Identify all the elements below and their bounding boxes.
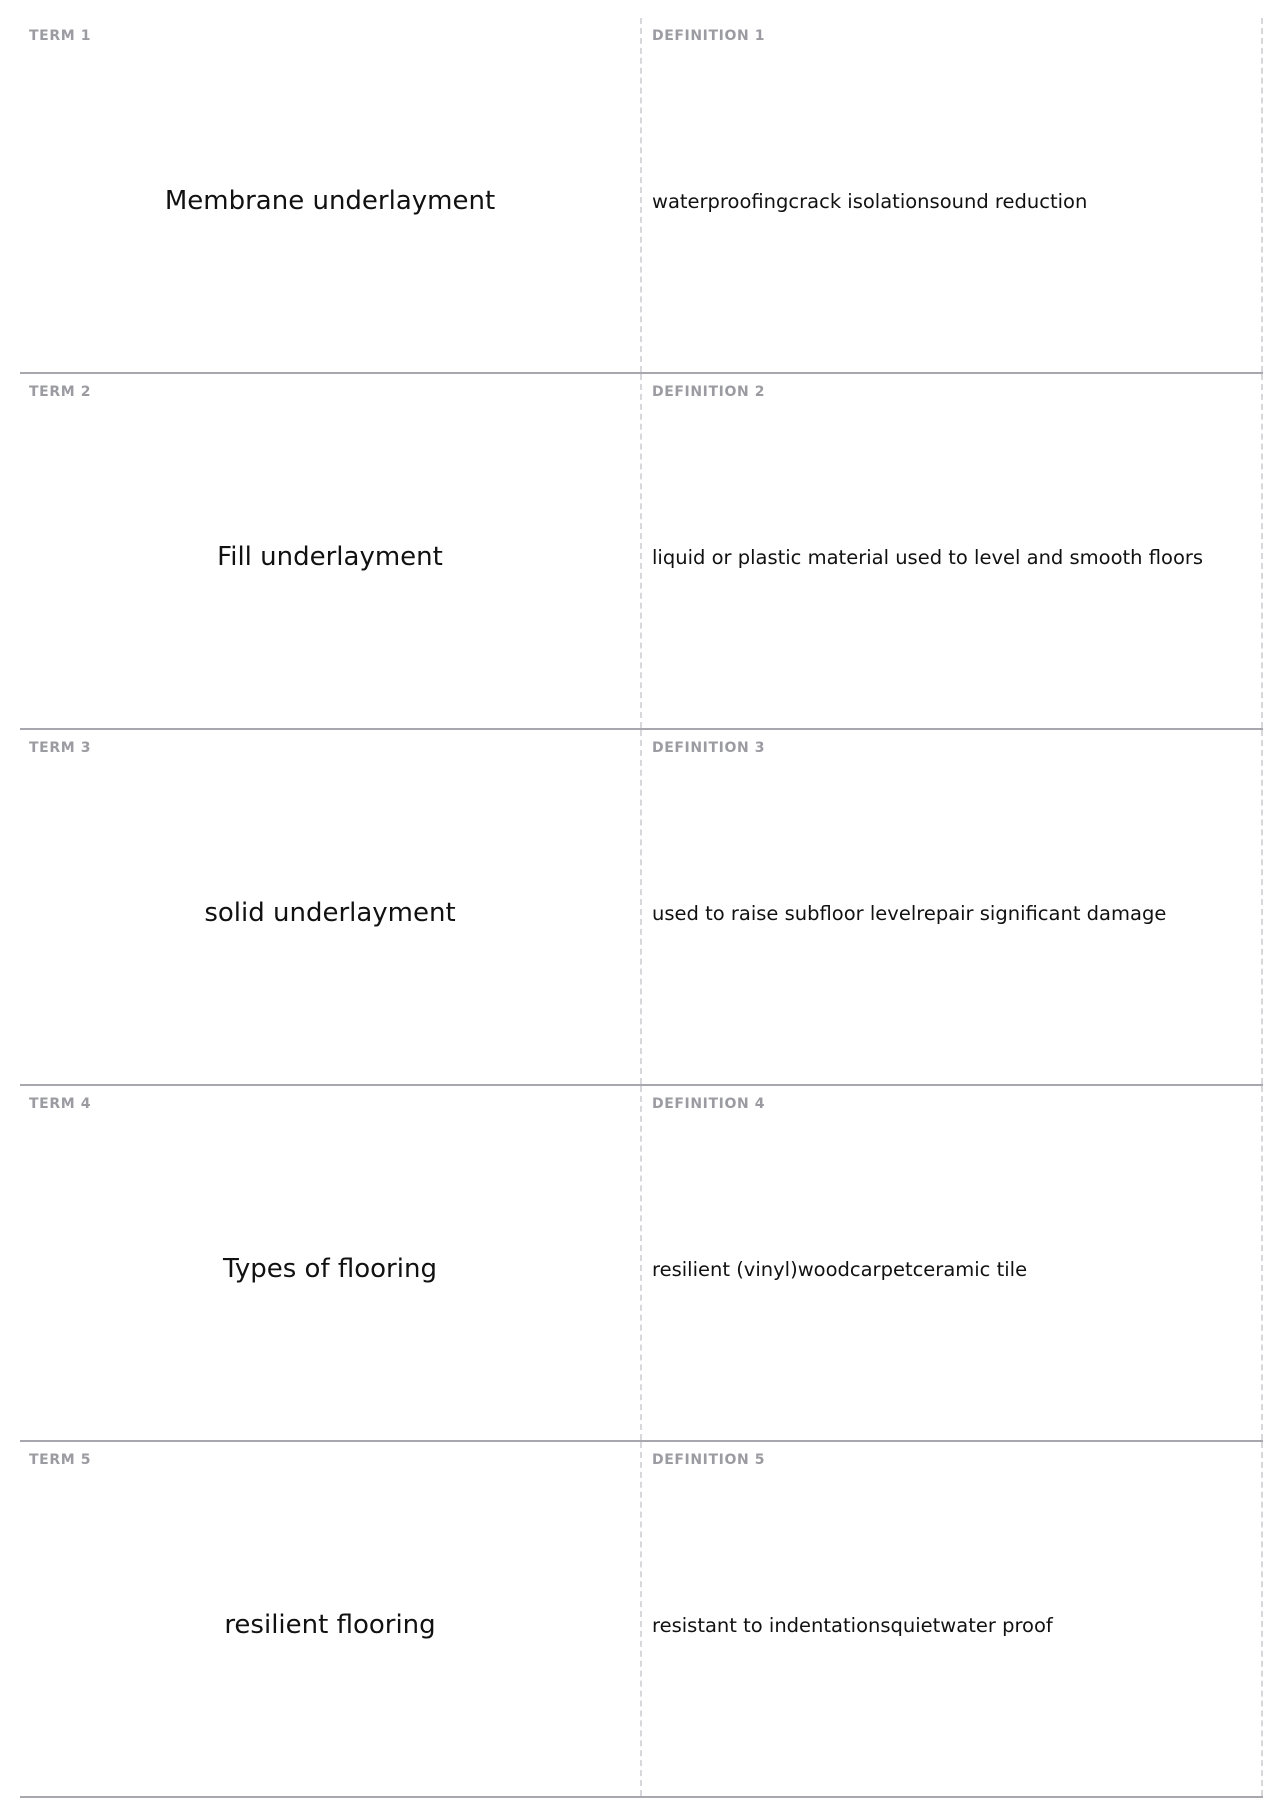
term-label: TERM 1 <box>29 28 92 44</box>
definition-text: used to raise subfloor levelrepair significant damage <box>652 901 1167 925</box>
flashcard-row-3 <box>20 730 1263 1086</box>
term-text: Fill underlayment <box>217 542 443 572</box>
definition-cell <box>642 18 1263 372</box>
term-text: resilient flooring <box>224 1610 436 1640</box>
term-text: solid underlayment <box>204 898 456 928</box>
flashcard-row-1 <box>20 18 1263 374</box>
term-cell <box>20 1086 642 1440</box>
definition-label: DEFINITION 2 <box>652 384 766 400</box>
definition-cell <box>642 1086 1263 1440</box>
definition-text: waterproofingcrack isolationsound reduction <box>652 189 1088 213</box>
term-label: TERM 5 <box>29 1452 92 1468</box>
definition-text: resistant to indentationsquietwater proof <box>652 1613 1053 1637</box>
term-label: TERM 4 <box>29 1096 92 1112</box>
term-cell <box>20 374 642 728</box>
definition-text: resilient (vinyl)woodcarpetceramic tile <box>652 1257 1028 1281</box>
term-label: TERM 3 <box>29 740 92 756</box>
definition-cell <box>642 374 1263 728</box>
definition-text: liquid or plastic material used to level and smooth floors <box>652 545 1204 569</box>
flashcard-row-5 <box>20 1442 1263 1798</box>
definition-label: DEFINITION 3 <box>652 740 766 756</box>
flashcard-row-2 <box>20 374 1263 730</box>
definition-cell <box>642 1442 1263 1796</box>
term-cell <box>20 730 642 1084</box>
term-text: Types of flooring <box>223 1254 437 1284</box>
term-cell <box>20 1442 642 1796</box>
term-text: Membrane underlayment <box>164 186 496 216</box>
definition-label: DEFINITION 1 <box>652 28 766 44</box>
term-label: TERM 2 <box>29 384 92 400</box>
flashcard-sheet <box>20 18 1263 1798</box>
definition-cell <box>642 730 1263 1084</box>
term-cell <box>20 18 642 372</box>
definition-label: DEFINITION 4 <box>652 1096 766 1112</box>
definition-label: DEFINITION 5 <box>652 1452 766 1468</box>
flashcard-row-4 <box>20 1086 1263 1442</box>
